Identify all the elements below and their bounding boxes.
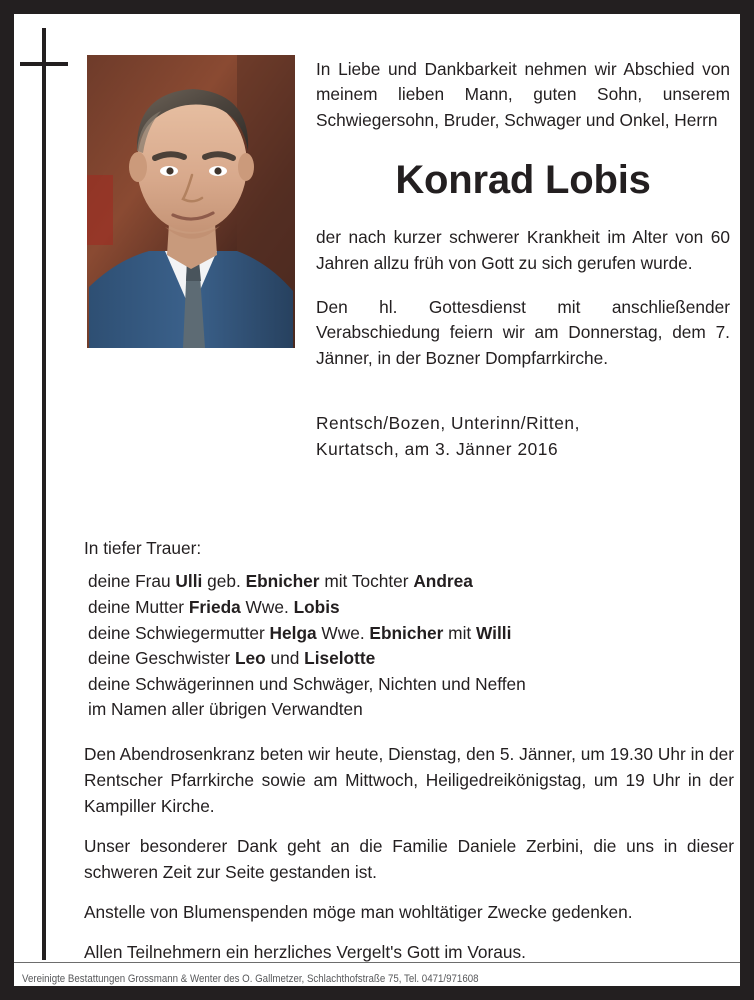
service-paragraph: Den hl. Gottesdienst mit anschließender Verabschiedung feiern wir am Donnerstag, dem 7. Jänner, in der Bozner Dompfarrkirche. — [316, 297, 730, 368]
mourners-heading: In tiefer Trauer: — [84, 538, 202, 558]
portrait-photo — [87, 55, 295, 348]
places-block — [316, 411, 730, 462]
intro-paragraph: In Liebe und Dankbarkeit nehmen wir Abschied von meinem lieben Mann, guten Sohn, unserem Schwiegersohn, Bruder, Schwager und Onkel, Herrn — [316, 59, 730, 130]
mourner-line: deine Schwiegermutter Helga Wwe. Ebnicher mit Willi — [88, 622, 512, 643]
mourners-block — [84, 536, 732, 723]
portrait-illustration — [87, 55, 295, 348]
death-paragraph: der nach kurzer schwerer Krankheit im Alter von 60 Jahren allzu früh von Gott zu sich gerufen wurde. — [316, 227, 730, 273]
mourner-line: deine Geschwister Leo und Liselotte — [88, 648, 376, 669]
mourner-line: deine Mutter Frieda Wwe. Lobis — [88, 597, 340, 617]
cross-icon-vertical-bar — [42, 28, 46, 960]
gratitude-paragraph: Allen Teilnehmern ein herzliches Vergelt's Gott im Voraus. — [84, 942, 526, 962]
closing-block — [84, 741, 734, 965]
upper-text-column — [316, 57, 730, 462]
places-line-1: Rentsch/Bozen, Unterinn/Ritten, — [316, 413, 580, 434]
thanks-paragraph: Unser besonderer Dank geht an die Familie Daniele Zerbini, die uns in dieser schweren Zeit zur Seite gestanden ist. — [84, 836, 734, 882]
places-line-2: Kurtatsch, am 3. Jänner 2016 — [316, 438, 559, 459]
mourner-line: im Namen aller übrigen Verwandten — [88, 699, 363, 720]
mourner-line: deine Schwägerinnen und Schwäger, Nichten und Neffen — [88, 673, 526, 694]
footer-divider — [14, 962, 740, 963]
rosary-paragraph: Den Abendrosenkranz beten wir heute, Dienstag, den 5. Jänner, um 19.30 Uhr in der Rentscher Pfarrkirche sowie am Mittwoch, Heiligedreikönigstag, um 19 Uhr in der Kampiller Kirche. — [84, 744, 734, 816]
flowers-paragraph: Anstelle von Blumenspenden möge man wohltätiger Zwecke gedenken. — [84, 902, 633, 922]
mourners-list — [84, 569, 732, 723]
deceased-name: Konrad Lobis — [395, 158, 651, 203]
cross-icon-horizontal-bar — [20, 62, 68, 66]
mourner-line: deine Frau Ulli geb. Ebnicher mit Tochter Andrea — [88, 571, 473, 592]
funeral-home-credit: Vereinigte Bestattungen Grossmann & Wenter des O. Gallmetzer, Schlachthofstraße 75, Tel. 0471/971608 — [22, 973, 479, 985]
